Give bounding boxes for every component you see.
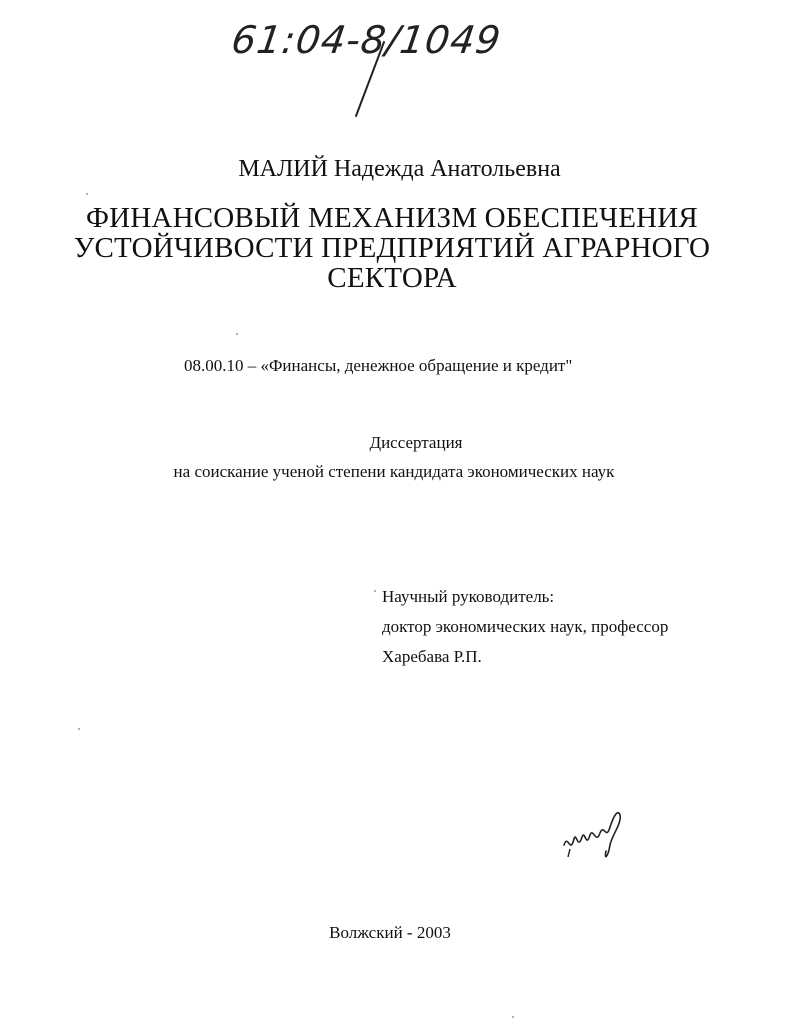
advisor-name: Харебава Р.П. — [382, 647, 482, 666]
scan-speck — [374, 590, 376, 592]
advisor-block — [382, 582, 668, 672]
place-and-year: Волжский - 2003 — [329, 923, 451, 942]
dissertation-label: Диссертация — [369, 433, 463, 452]
handwritten-slash-icon — [350, 40, 390, 120]
title-line: СЕКТОРА — [327, 262, 457, 294]
handwritten-signature-icon — [560, 805, 630, 865]
advisor-degree: доктор экономических наук, профессор — [382, 617, 669, 636]
scan-speck — [512, 1016, 514, 1018]
scan-speck — [78, 728, 80, 730]
title-line: УСТОЙЧИВОСТИ ПРЕДПРИЯТИЙ АГРАРНОГО — [73, 232, 711, 264]
archive-code: 61:04-8/1049 — [228, 18, 505, 62]
scan-speck — [236, 333, 238, 335]
specialty-code: 08.00.10 – «Финансы, денежное обращение и кредит" — [184, 356, 573, 375]
scan-speck — [86, 193, 88, 195]
advisor-role: Научный руководитель: — [382, 587, 555, 606]
dissertation-purpose: на соискание ученой степени кандидата экономических наук — [173, 462, 615, 481]
author-name: МАЛИЙ Надежда Анатольевна — [238, 156, 561, 182]
dissertation-title — [0, 203, 784, 293]
title-line: ФИНАНСОВЫЙ МЕХАНИЗМ ОБЕСПЕЧЕНИЯ — [86, 202, 698, 234]
